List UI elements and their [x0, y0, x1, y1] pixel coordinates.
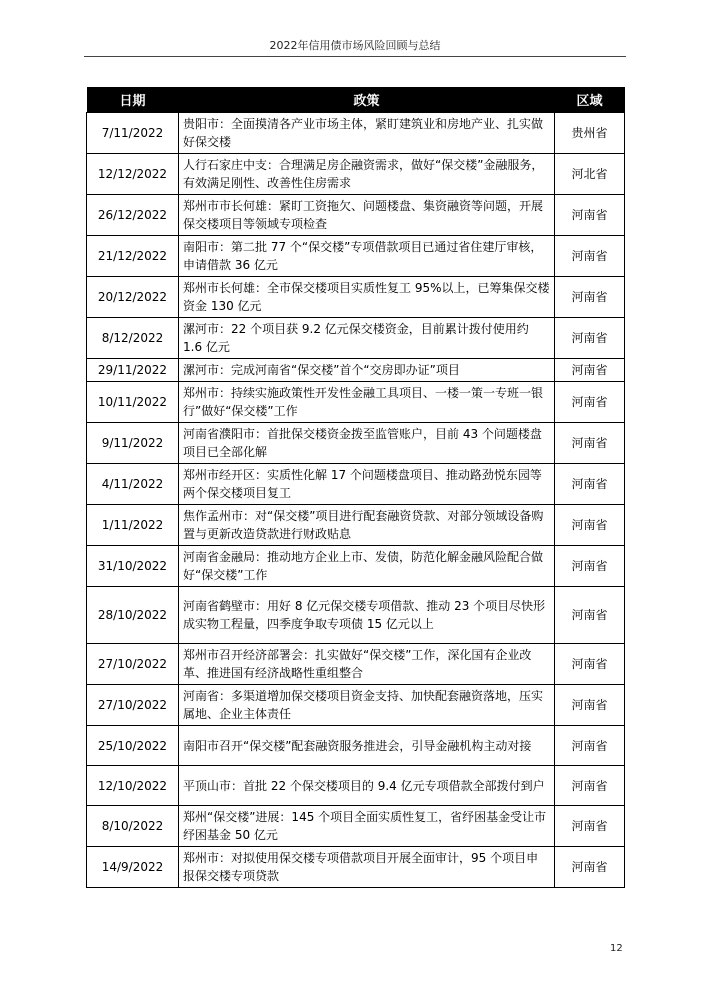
row-date: 20/12/2022 [87, 277, 179, 318]
table-row [87, 685, 625, 726]
row-region: 贵州省 [555, 113, 625, 154]
row-region: 河北省 [555, 154, 625, 195]
row-policy: 贵阳市：全面摸清各产业市场主体，紧盯建筑业和房地产业、扎实做好保交楼 [179, 113, 555, 154]
table-row [87, 382, 625, 423]
row-date: 1/11/2022 [87, 505, 179, 546]
row-date: 12/12/2022 [87, 154, 179, 195]
row-policy: 河南省鹤壁市：用好 8 亿元保交楼专项借款、推动 23 个项目尽快形成实物工程量，四季度争取专项债 15 亿元以上 [179, 587, 555, 644]
row-region: 河南省 [555, 505, 625, 546]
table-row [87, 113, 625, 154]
table-row [87, 464, 625, 505]
row-region: 河南省 [555, 644, 625, 685]
table-row [87, 359, 625, 382]
table-row [87, 277, 625, 318]
table-row [87, 644, 625, 685]
row-policy: 南阳市召开“保交楼”配套融资服务推进会，引导金融机构主动对接 [179, 726, 555, 766]
row-region: 河南省 [555, 277, 625, 318]
header-divider [84, 56, 626, 57]
row-date: 12/10/2022 [87, 766, 179, 806]
table-row [87, 423, 625, 464]
table-row [87, 236, 625, 277]
row-date: 25/10/2022 [87, 726, 179, 766]
row-region: 河南省 [555, 236, 625, 277]
row-date: 26/12/2022 [87, 195, 179, 236]
row-region: 河南省 [555, 423, 625, 464]
row-policy: 河南省：多渠道增加保交楼项目资金支持、加快配套融资落地，压实属地、企业主体责任 [179, 685, 555, 726]
row-policy: 河南省濮阳市：首批保交楼资金拨至监管账户，目前 43 个问题楼盘项目已全部化解 [179, 423, 555, 464]
page-number: 12 [610, 943, 623, 954]
row-region: 河南省 [555, 847, 625, 888]
column-header-policy: 政策 [179, 87, 555, 113]
row-region: 河南省 [555, 685, 625, 726]
row-policy: 郑州市经开区：实质性化解 17 个问题楼盘项目、推动路劲悦东园等两个保交楼项目复工 [179, 464, 555, 505]
table-row [87, 587, 625, 644]
row-region: 河南省 [555, 195, 625, 236]
row-date: 10/11/2022 [87, 382, 179, 423]
table-row [87, 847, 625, 888]
row-date: 31/10/2022 [87, 546, 179, 587]
row-policy: 漯河市：22 个项目获 9.2 亿元保交楼资金，目前累计拨付使用约 1.6 亿元 [179, 318, 555, 359]
row-policy: 河南省金融局：推动地方企业上市、发债，防范化解金融风险配合做好“保交楼”工作 [179, 546, 555, 587]
table-row [87, 154, 625, 195]
row-region: 河南省 [555, 587, 625, 644]
row-region: 河南省 [555, 359, 625, 382]
row-policy: 焦作孟州市：对“保交楼”项目进行配套融资贷款、对部分领域设备购置与更新改造贷款进行财政贴息 [179, 505, 555, 546]
table-row [87, 806, 625, 847]
table-row [87, 546, 625, 587]
row-policy: 人行石家庄中支：合理满足房企融资需求，做好“保交楼”金融服务，有效满足刚性、改善性住房需求 [179, 154, 555, 195]
header-row [87, 87, 625, 113]
table-row [87, 505, 625, 546]
row-date: 27/10/2022 [87, 644, 179, 685]
page-header-title: 2022年信用债市场风险回顾与总结 [269, 39, 441, 52]
row-region: 河南省 [555, 318, 625, 359]
row-policy: 郑州市长何雄：全市保交楼项目实质性复工 95%以上，已筹集保交楼资金 130 亿元 [179, 277, 555, 318]
table-row [87, 726, 625, 766]
column-header-date: 日期 [87, 87, 179, 113]
table-row [87, 195, 625, 236]
row-region: 河南省 [555, 806, 625, 847]
column-header-region: 区域 [555, 87, 625, 113]
row-date: 29/11/2022 [87, 359, 179, 382]
row-date: 27/10/2022 [87, 685, 179, 726]
table-row [87, 318, 625, 359]
row-policy: 郑州市市长何雄：紧盯工资拖欠、问题楼盘、集资融资等问题，开展保交楼项目等领域专项检查 [179, 195, 555, 236]
row-policy: 郑州“保交楼”进展：145 个项目全面实质性复工，省纾困基金受让市纾困基金 50 亿元 [179, 806, 555, 847]
policy-table-body [87, 113, 625, 888]
row-region: 河南省 [555, 464, 625, 505]
row-policy: 平顶山市：首批 22 个保交楼项目的 9.4 亿元专项借款全部拨付到户 [179, 766, 555, 806]
row-policy: 郑州市召开经济部署会：扎实做好“保交楼”工作，深化国有企业改革、推进国有经济战略性重组整合 [179, 644, 555, 685]
row-date: 14/9/2022 [87, 847, 179, 888]
row-date: 28/10/2022 [87, 587, 179, 644]
row-region: 河南省 [555, 726, 625, 766]
row-policy: 郑州市：持续实施政策性开发性金融工具项目、一楼一策一专班一银行”做好“保交楼”工作 [179, 382, 555, 423]
policy-table [86, 87, 625, 888]
row-region: 河南省 [555, 546, 625, 587]
row-date: 4/11/2022 [87, 464, 179, 505]
row-policy: 漯河市：完成河南省“保交楼”首个“交房即办证”项目 [179, 359, 555, 382]
table-row [87, 766, 625, 806]
row-policy: 郑州市：对拟使用保交楼专项借款项目开展全面审计，95 个项目申报保交楼专项贷款 [179, 847, 555, 888]
row-date: 7/11/2022 [87, 113, 179, 154]
row-date: 8/10/2022 [87, 806, 179, 847]
row-date: 21/12/2022 [87, 236, 179, 277]
policy-table-header [87, 87, 625, 113]
row-date: 9/11/2022 [87, 423, 179, 464]
row-policy: 南阳市：第二批 77 个“保交楼”专项借款项目已通过省住建厅审核，申请借款 36 亿元 [179, 236, 555, 277]
row-region: 河南省 [555, 382, 625, 423]
row-date: 8/12/2022 [87, 318, 179, 359]
row-region: 河南省 [555, 766, 625, 806]
